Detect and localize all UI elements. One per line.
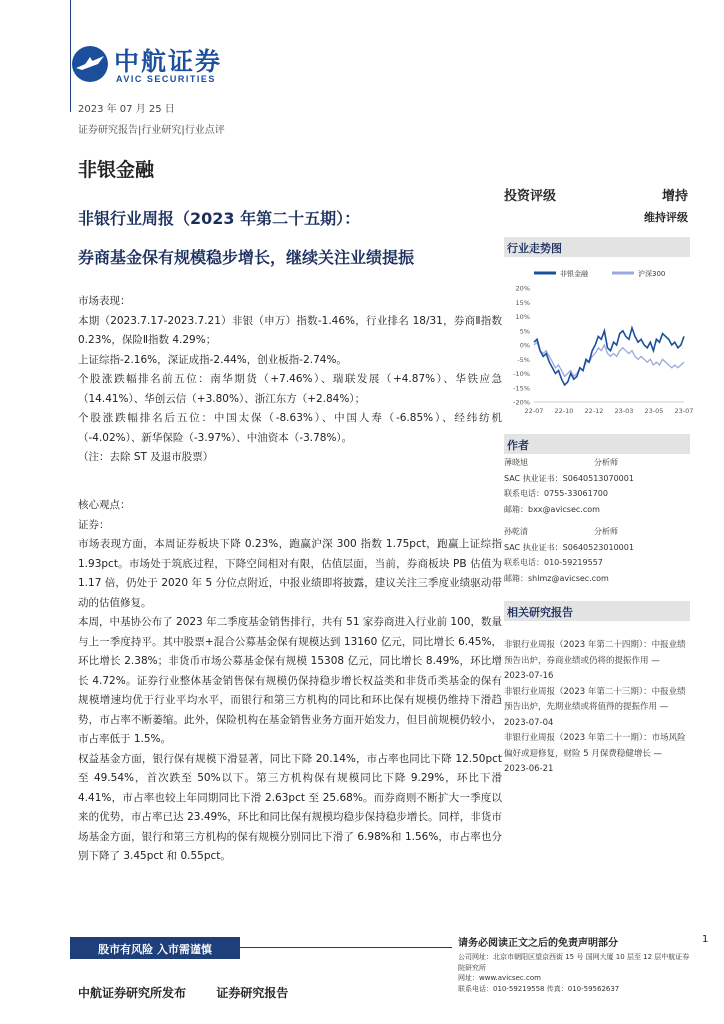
core-section (78, 496, 502, 867)
author-license: SAC 执业证书：S0640523010001 (504, 542, 634, 552)
y-tick-label: -15% (513, 384, 530, 393)
market-line-3: 个股涨跌幅排名前五位：南华期货（+7.46%）、瑞联发展（+4.87%）、华铁应急（14.41%）、华创云信（+3.80%）、浙江东方（+2.84%）； (78, 373, 502, 405)
market-line-4: 个股涨跌幅排名后五位：中国太保（-8.63%）、中国人寿（-6.85%）、经纬纺机（-4.02%）、新华保险（-3.97%）、中油资本（-3.78%）。 (78, 412, 502, 444)
rating-value: 增持 (661, 189, 688, 204)
logo-cn-text: 中航证券 (114, 47, 223, 76)
author-block-2 (504, 524, 694, 586)
core-sub: 证券： (78, 518, 110, 531)
y-tick-label: 0% (519, 341, 530, 350)
series-line-csi300 (534, 342, 684, 376)
trend-chart-heading: 行业走势图 (504, 237, 690, 257)
author-heading: 作者 (504, 434, 690, 454)
sector-title: 非银金融 (78, 159, 155, 181)
disclaimer: 请务必阅读正文之后的免责声明部分 (458, 938, 618, 949)
risk-banner: 股市有风险 入市需谨慎 (70, 937, 240, 959)
author-name: 薄晓旭 (504, 458, 528, 467)
trend-chart (504, 262, 694, 422)
author-role: 分析师 (594, 458, 618, 467)
x-tick-label: 22-12 (584, 407, 604, 415)
y-tick-label: -5% (517, 355, 530, 364)
publisher-line (78, 984, 288, 1001)
legend-label: 非银金融 (560, 270, 588, 278)
y-tick-label: 5% (519, 327, 530, 336)
author-email[interactable]: 邮箱：bxx@avicsec.com (504, 504, 600, 514)
x-tick-label: 23-07 (674, 407, 694, 415)
company-logo (70, 42, 250, 88)
related-report-1[interactable]: 非银行业周报（2023 年第二十四期）：中报业绩预告出炉，券商业绩或仍将的提振作用 — 2023-07-16 (504, 640, 686, 681)
author-phone: 联系电话：0755-33061700 (504, 489, 608, 498)
rating-label: 投资评级 (504, 189, 557, 204)
author-role: 分析师 (594, 527, 618, 536)
company-website[interactable]: 网址：www.avicsec.com (458, 974, 541, 982)
author-license: SAC 执业证书：S0640513070001 (504, 473, 634, 483)
author-block-1 (504, 455, 694, 517)
x-tick-label: 23-05 (644, 407, 664, 415)
core-paragraph-2: 本周，中基协公布了 2023 年二季度基金销售排行，共有 51 家券商进入行业前 100，数量与上一季度持平。其中股票+混合公募基金保有规模达到 13160 亿元，同比增长 6.45%，环比增长 2.38%；非货币市场公募基金保有规模 15308 亿元，同比增长 8.49%，环比增长 4.72%。证券行业整体基金销售保有规模仍保持稳步增长权益类和非货币类基金的保有规模增速均优于行业平均水平，而银行和第三方机构的同比和环比保有规模仍维持下滑趋势，市占率不断萎缩。此外，保险机构在基金销售业务方面开始发力，但目前规模仍较小，市占率低于 1.5%。 (78, 616, 502, 745)
publisher: 中航证券研究所发布 (78, 986, 187, 1000)
report-date: 2023 年 07 月 25 日 (78, 104, 175, 115)
breadcrumb: 证券研究报告|行业研究|行业点评 (78, 125, 225, 136)
y-tick-label: -10% (513, 370, 530, 378)
market-line-2: 上证综指-2.16%，深证成指-2.44%，创业板指-2.74%。 (78, 353, 347, 366)
core-heading: 核心观点： (78, 499, 131, 511)
page-number: 1 (702, 934, 709, 945)
legend-label: 沪深300 (638, 270, 666, 278)
related-report-2[interactable]: 非银行业周报（2023 年第二十三期）：中报业绩预告出炉，先期业绩或将值得的提振作用 — 2023-07-04 (504, 686, 686, 728)
related-heading: 相关研究报告 (504, 601, 690, 621)
logo-en-text: AVIC SECURITIES (116, 74, 216, 84)
trend-chart-svg (504, 262, 694, 422)
x-tick-label: 22-07 (524, 407, 544, 415)
y-tick-label: 20% (515, 284, 530, 293)
company-info (458, 952, 698, 994)
market-line-1: 本期（2023.7.17-2023.7.21）非银（申万）指数-1.46%，行业排名 18/31，券商Ⅱ指数 0.23%，保险Ⅱ指数 4.29%； (78, 314, 502, 346)
core-paragraph-3: 权益基金方面，银行保有规模下滑显著，同比下降 20.14%，市占率也同比下降 12.50pct 至 49.54%，首次跌至 50%以下。第三方机构保有规模同比下降 9.29%，环比下滑 4.41%，市占率也较上年同期同比下滑 2.63pct 至 25.68%。而券商则不断扩大一季度以来的优势，市占率已达 23.49%，环比和同比保有规模均稳步保持稳步增长。同样，非货市场基金方面，银行和第三方机构的保有规模分别同比下滑了 6.98%和 1.56%，市占率也分别下降了 3.45pct 和 0.55pct。 (78, 752, 502, 862)
series-line-nonbank (534, 328, 684, 385)
y-tick-label: 15% (515, 298, 530, 307)
y-tick-label: 10% (515, 313, 530, 321)
core-paragraph-1: 市场表现方面，本周证券板块下降 0.23%，跑赢沪深 300 指数 1.75pct，跑赢上证综指 1.93pct。市场处于筑底过程，下降空间相对有限，估值层面，当前，券商板块 PB 估值为 1.17 倍，仍处于 2020 年 5 分位点附近，中报业绩即将披露，建议关注三季度业绩驱动带动的估值修复。 (78, 538, 502, 609)
company-unit: 院研究所 (458, 963, 486, 972)
x-tick-label: 22-10 (554, 407, 574, 415)
market-section (78, 292, 502, 468)
related-reports (504, 638, 694, 778)
rating-sub: 维持评级 (644, 211, 688, 224)
author-email[interactable]: 邮箱：shlmz@avicsec.com (504, 573, 609, 583)
author-name: 孙乾清 (504, 527, 528, 536)
report-type: 证券研究报告 (216, 986, 289, 1000)
report-title: 非银行业周报（2023 年第二十五期）： (78, 209, 361, 228)
report-subtitle: 券商基金保有规模稳步增长，继续关注业绩提振 (78, 248, 415, 267)
author-phone: 联系电话：010-59219557 (504, 558, 603, 567)
related-report-3[interactable]: 非银行业周报（2023 年第二十一期）：市场风险偏好或迎修复，财险 5 月保费稳健增长 — 2023-06-21 (504, 733, 686, 774)
market-heading: 市场表现： (78, 295, 131, 307)
company-address: 公司网址：北京市朝阳区望京西街 15 号 国网大厦 10 层至 12 层中航证券 (458, 953, 690, 961)
y-tick-label: -20% (513, 398, 530, 407)
company-contact: 联系电话：010-59219558 传真：010-59562637 (458, 984, 620, 993)
market-note: （注：去除 ST 及退市股票） (78, 451, 214, 463)
x-tick-label: 23-03 (614, 407, 634, 415)
plane-logo-icon (70, 44, 110, 84)
